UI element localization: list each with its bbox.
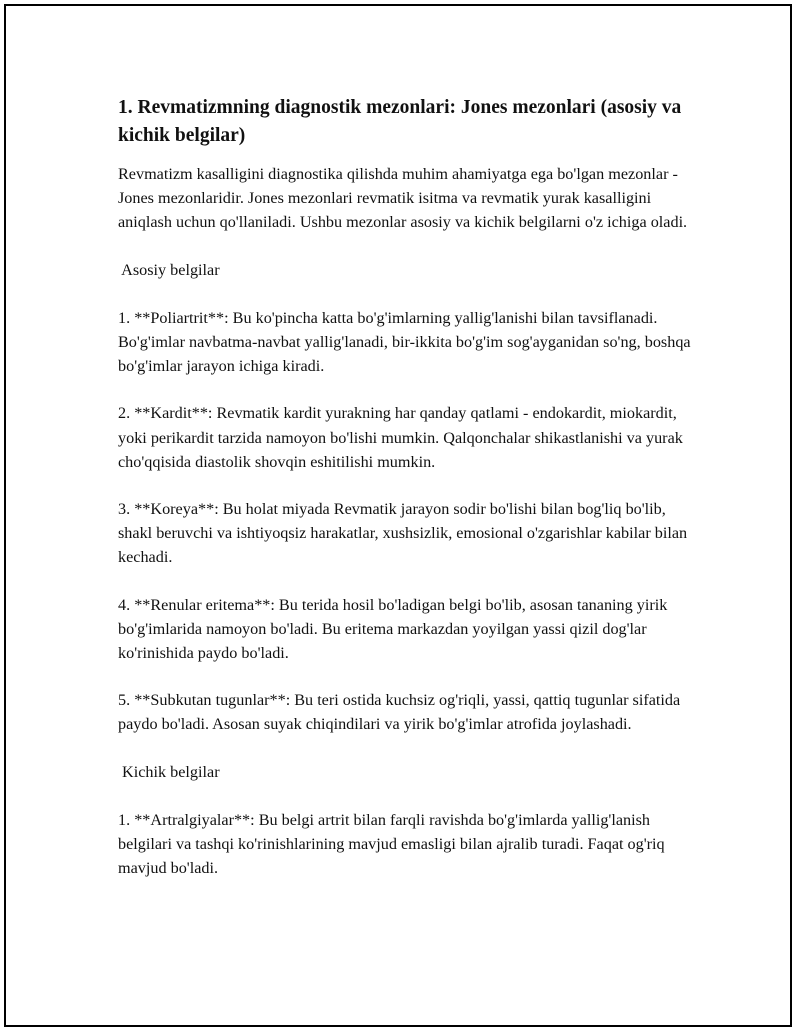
document-title: 1. Revmatizmning diagnostik mezonlari: Jones mezonlari (asosiy va kichik belgilar) — [118, 97, 682, 146]
minor-item-arthralgia: 1. **Artralgiyalar**: Bu belgi artrit bilan farqli ravishda bo'g'imlarda yallig'lanish belgilari va tashqi ko'rinishlarining mavjud emasligi bilan ajralib turadi. Faqat og'riq mavjud bo'ladi. — [118, 810, 669, 878]
major-item-carditis: 2. **Kardit**: Revmatik kardit yurakning har qanday qatlami - endokardit, miokardit, yoki perikardit tarzida namoyon bo'lishi mumkin. Qalqonchalar shikastlanishi va yurak cho'qqisida diastolik shovqin eshitilishi mumkin. — [118, 404, 687, 471]
major-item-chorea: 3. **Koreya**: Bu holat miyada Revmatik jarayon sodir bo'lishi bilan bog'liq bo'lib, shakl beruvchi va ishtiyoqsiz harakatlar, xushsizlik, emosional o'zgarishlar kabilar bilan kechadi. — [118, 500, 692, 567]
intro-paragraph: Revmatizm kasalligini diagnostika qilishda muhim ahamiyatga ega bo'lgan mezonlar - Jones mezonlaridir. Jones mezonlari revmatik isitma va revmatik yurak kasalligini aniqlash uchun qo'llaniladi. Ushbu mezonlar asosiy va kichik belgilarni o'z ichiga oladi. — [118, 165, 688, 232]
major-item-subcutaneous-nodules: 5. **Subkutan tugunlar**: Bu teri ostida kuchsiz og'riqli, yassi, qattiq tugunlar sifatida paydo bo'ladi. Asosan suyak chiqindilari va yirik bo'g'imlar atrofida joylashadi. — [118, 691, 685, 734]
document-body — [118, 94, 698, 903]
major-item-erythema: 4. **Renular eritema**: Bu terida hosil bo'ladigan belgi bo'lib, asosan tananing yirik bo'g'imlarida namoyon bo'ladi. Bu eritema markazdan yoyilgan yassi qizil dog'lar ko'rinishida paydo bo'ladi. — [118, 595, 672, 663]
minor-criteria-heading: Kichik belgilar — [118, 762, 220, 781]
major-item-polyarthritis: 1. **Poliartrit**: Bu ko'pincha katta bo'g'imlarning yallig'lanishi bilan tavsiflanadi. Bo'g'imlar navbatma-navbat yallig'lanadi, bir-ikkita bo'g'im sog'ayganidan so'ng, boshqa bo'g'imlar jarayon ichiga kiradi. — [118, 308, 695, 376]
major-criteria-heading: Asosiy belgilar — [118, 260, 220, 279]
